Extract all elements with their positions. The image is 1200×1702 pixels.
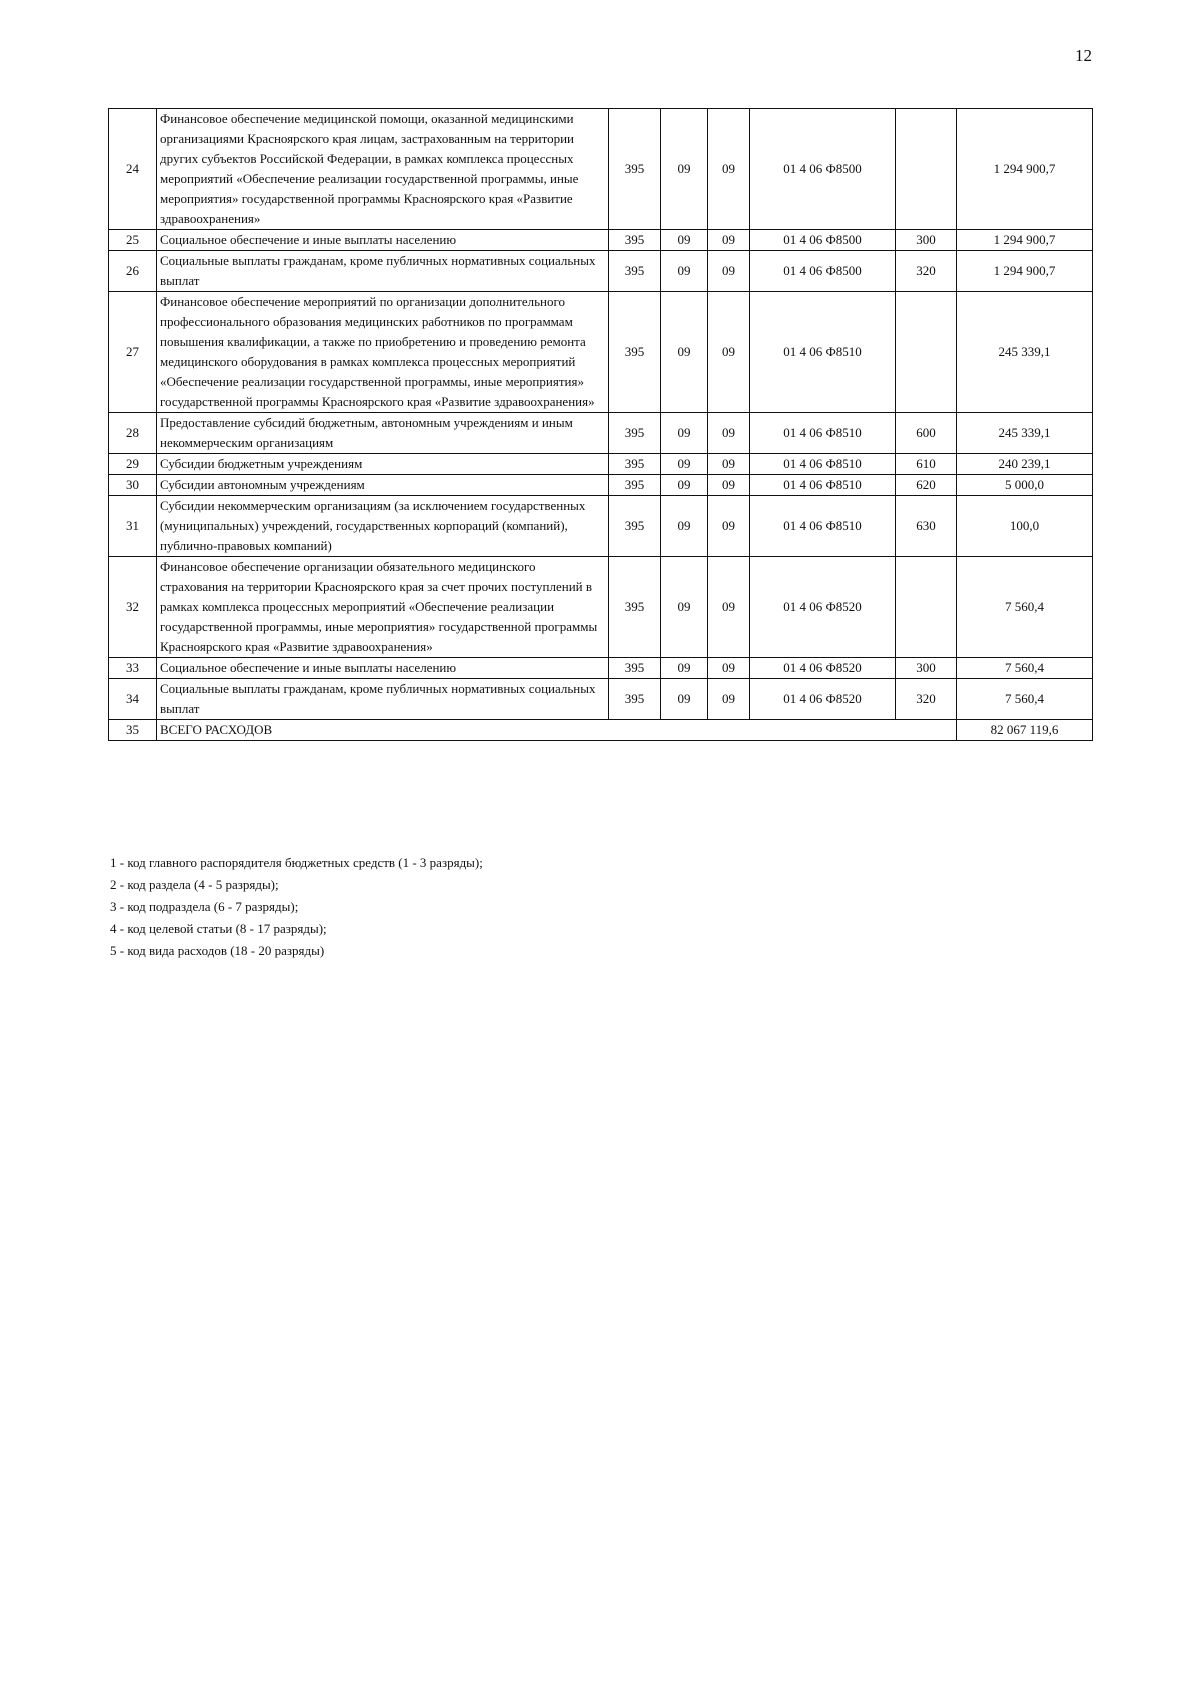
table-row (109, 292, 1093, 413)
row-name: Предоставление субсидий бюджетным, автономным учреждениям и иным некоммерческим организациям (157, 413, 609, 454)
page-number: 12 (1075, 46, 1092, 65)
row-name: Финансовое обеспечение мероприятий по организации дополнительного профессионального образования медицинских работников по программам повышения квалификации, а также по приобретению и проведению ремонта медицинского оборудования в рамках комплекса процессных мероприятий «Обеспечение реализации государственной программы, иные мероприятия» государственной программы Красноярского края «Развитие здравоохранения» (157, 292, 609, 413)
row-section-code: 09 (661, 658, 708, 679)
row-name: Социальные выплаты гражданам, кроме публичных нормативных социальных выплат (157, 251, 609, 292)
row-subsection-code: 09 (708, 496, 750, 557)
row-subsection-code: 09 (708, 557, 750, 658)
row-chief-admin-code: 395 (609, 475, 661, 496)
table-row (109, 413, 1093, 454)
footnotes (110, 852, 483, 962)
row-section-code: 09 (661, 557, 708, 658)
row-subsection-code: 09 (708, 251, 750, 292)
row-number: 30 (109, 475, 157, 496)
row-subsection-code: 09 (708, 413, 750, 454)
row-amount: 1 294 900,7 (957, 109, 1093, 230)
total-label: ВСЕГО РАСХОДОВ (157, 720, 957, 741)
footnote-5: 5 - код вида расходов (18 - 20 разряды) (110, 943, 325, 958)
row-amount: 100,0 (957, 496, 1093, 557)
row-subsection-code: 09 (708, 658, 750, 679)
row-number: 33 (109, 658, 157, 679)
row-section-code: 09 (661, 230, 708, 251)
row-number: 29 (109, 454, 157, 475)
row-target-article-code: 01 4 06 Ф8500 (750, 251, 896, 292)
row-expense-kind-code: 600 (896, 413, 957, 454)
row-subsection-code: 09 (708, 679, 750, 720)
row-amount: 245 339,1 (957, 292, 1093, 413)
row-number: 32 (109, 557, 157, 658)
row-chief-admin-code: 395 (609, 413, 661, 454)
row-subsection-code: 09 (708, 109, 750, 230)
row-expense-kind-code: 320 (896, 679, 957, 720)
row-expense-kind-code (896, 292, 957, 413)
row-target-article-code: 01 4 06 Ф8520 (750, 658, 896, 679)
row-target-article-code: 01 4 06 Ф8520 (750, 557, 896, 658)
row-number: 27 (109, 292, 157, 413)
row-chief-admin-code: 395 (609, 230, 661, 251)
row-amount: 7 560,4 (957, 557, 1093, 658)
row-amount: 7 560,4 (957, 658, 1093, 679)
row-amount: 245 339,1 (957, 413, 1093, 454)
footnote-3: 3 - код подраздела (6 - 7 разряды); (110, 899, 299, 914)
row-section-code: 09 (661, 413, 708, 454)
table-row (109, 251, 1093, 292)
table-row (109, 454, 1093, 475)
table-row (109, 230, 1093, 251)
row-amount: 240 239,1 (957, 454, 1093, 475)
row-section-code: 09 (661, 292, 708, 413)
row-expense-kind-code: 320 (896, 251, 957, 292)
row-section-code: 09 (661, 251, 708, 292)
row-number: 26 (109, 251, 157, 292)
row-section-code: 09 (661, 679, 708, 720)
row-subsection-code: 09 (708, 230, 750, 251)
row-number: 31 (109, 496, 157, 557)
total-row-number: 35 (109, 720, 157, 741)
row-amount: 1 294 900,7 (957, 251, 1093, 292)
row-section-code: 09 (661, 475, 708, 496)
row-target-article-code: 01 4 06 Ф8510 (750, 292, 896, 413)
row-chief-admin-code: 395 (609, 496, 661, 557)
row-expense-kind-code: 620 (896, 475, 957, 496)
row-subsection-code: 09 (708, 454, 750, 475)
row-chief-admin-code: 395 (609, 251, 661, 292)
row-name: Субсидии некоммерческим организациям (за исключением государственных (муниципальных) учреждений, государственных корпораций (компаний), публично-правовых компаний) (157, 496, 609, 557)
row-number: 24 (109, 109, 157, 230)
row-target-article-code: 01 4 06 Ф8500 (750, 230, 896, 251)
footnote-1: 1 - код главного распорядителя бюджетных средств (1 - 3 разряды); (110, 855, 483, 870)
row-expense-kind-code: 610 (896, 454, 957, 475)
table-row (109, 658, 1093, 679)
row-amount: 7 560,4 (957, 679, 1093, 720)
row-amount: 1 294 900,7 (957, 230, 1093, 251)
table-body (109, 109, 1093, 741)
row-target-article-code: 01 4 06 Ф8510 (750, 413, 896, 454)
row-target-article-code: 01 4 06 Ф8510 (750, 454, 896, 475)
row-section-code: 09 (661, 454, 708, 475)
row-target-article-code: 01 4 06 Ф8520 (750, 679, 896, 720)
table-total-row (109, 720, 1093, 741)
row-name: Субсидии бюджетным учреждениям (157, 454, 609, 475)
row-target-article-code: 01 4 06 Ф8510 (750, 475, 896, 496)
row-number: 34 (109, 679, 157, 720)
row-name: Социальное обеспечение и иные выплаты населению (157, 230, 609, 251)
row-expense-kind-code: 630 (896, 496, 957, 557)
row-name: Социальные выплаты гражданам, кроме публичных нормативных социальных выплат (157, 679, 609, 720)
row-chief-admin-code: 395 (609, 557, 661, 658)
footnote-4: 4 - код целевой статьи (8 - 17 разряды); (110, 921, 327, 936)
row-expense-kind-code: 300 (896, 658, 957, 679)
row-chief-admin-code: 395 (609, 454, 661, 475)
total-amount: 82 067 119,6 (957, 720, 1093, 741)
row-expense-kind-code (896, 109, 957, 230)
row-target-article-code: 01 4 06 Ф8500 (750, 109, 896, 230)
table-row (109, 679, 1093, 720)
row-target-article-code: 01 4 06 Ф8510 (750, 496, 896, 557)
row-name: Финансовое обеспечение медицинской помощи, оказанной медицинскими организациями Красноярского края лицам, застрахованным на территории других субъектов Российской Федерации, в рамках комплекса процессных мероприятий «Обеспечение реализации государственной программы, иные мероприятия» государственной программы Красноярского края «Развитие здравоохранения» (157, 109, 609, 230)
row-chief-admin-code: 395 (609, 109, 661, 230)
table-row (109, 557, 1093, 658)
row-chief-admin-code: 395 (609, 679, 661, 720)
row-section-code: 09 (661, 496, 708, 557)
row-section-code: 09 (661, 109, 708, 230)
row-number: 25 (109, 230, 157, 251)
row-chief-admin-code: 395 (609, 292, 661, 413)
row-number: 28 (109, 413, 157, 454)
table-row (109, 475, 1093, 496)
row-subsection-code: 09 (708, 475, 750, 496)
row-expense-kind-code: 300 (896, 230, 957, 251)
row-name: Финансовое обеспечение организации обязательного медицинского страхования на территории Красноярского края за счет прочих поступлений в рамках комплекса процессных мероприятий «Обеспечение реализации государственной программы, иные мероприятия» государственной программы Красноярского края «Развитие здравоохранения» (157, 557, 609, 658)
row-expense-kind-code (896, 557, 957, 658)
table-row (109, 496, 1093, 557)
row-subsection-code: 09 (708, 292, 750, 413)
row-name: Субсидии автономным учреждениям (157, 475, 609, 496)
budget-expenses-table (108, 108, 1093, 741)
row-name: Социальное обеспечение и иные выплаты населению (157, 658, 609, 679)
footnote-2: 2 - код раздела (4 - 5 разряды); (110, 877, 279, 892)
table-row (109, 109, 1093, 230)
row-amount: 5 000,0 (957, 475, 1093, 496)
row-chief-admin-code: 395 (609, 658, 661, 679)
